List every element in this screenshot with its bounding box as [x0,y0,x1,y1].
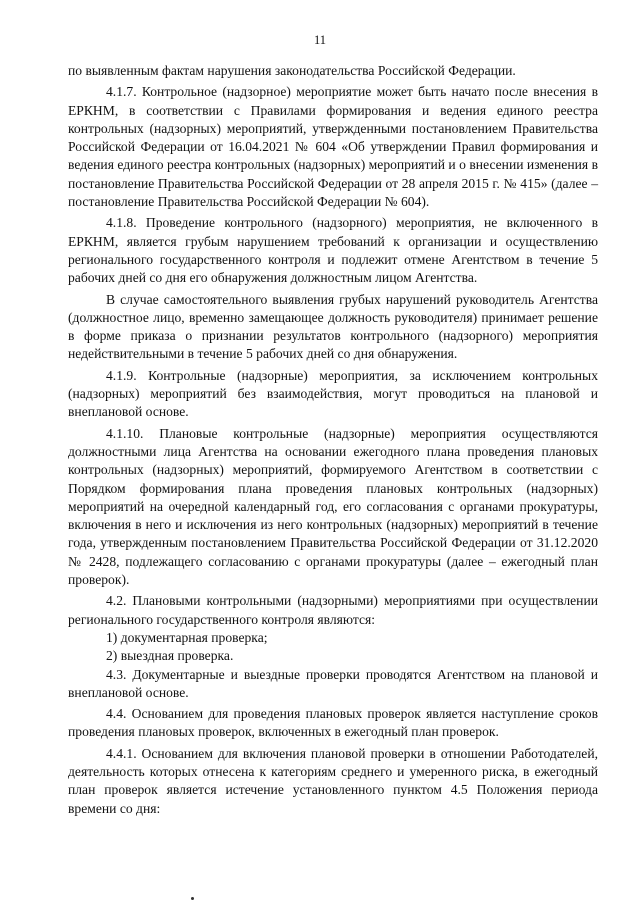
document-body [68,62,598,818]
paragraph-4-3: 4.3. Документарные и выездные проверки проводятся Агентством на плановой и внеплановой основе. [68,666,598,700]
paragraph-continuation: по выявленным фактам нарушения законодательства Российской Федерации. [68,63,516,78]
paragraph-4-1-8: 4.1.8. Проведение контрольного (надзорного) мероприятия, не включенного в ЕРКНМ, является грубым нарушением требований к организации и осуществлению регионального государственного контроля и подлежит отмене Агентством в течение 5 рабочих дней со дня его обнаружения должностным лицом Агентства. [68,215,598,286]
list-item-onsite-check: 2) выездная проверка. [106,648,234,664]
paragraph-4-4-1: 4.4.1. Основанием для включения плановой проверки в отношении Работодателей, деятельность которых отнесена к категориям среднего и умеренного риска, в ежегодный план проверок является истечение установленного пунктом 4.5 Положения периода времени со дня: [68,745,598,816]
paragraph-4-2: 4.2. Плановыми контрольными (надзорными) мероприятиями при осуществлении регионального государственного контроля являются: [68,593,598,627]
paragraph-4-4: 4.4. Основанием для проведения плановых проверок является наступление сроков проведения плановых проверок, включенных в ежегодный план проверок. [68,706,598,740]
scan-speck [191,897,194,900]
paragraph-gross-violations: В случае самостоятельного выявления грубых нарушений руководитель Агентства (должностное лицо, временно замещающее должность руководителя) принимает решение в форме приказа о признании результатов контрольного (надзорного) мероприятия недействительными в течение 5 рабочих дней со дня обнаружения. [68,291,598,362]
list-item-documentary-check: 1) документарная проверка; [106,629,268,645]
paragraph-4-1-9: 4.1.9. Контрольные (надзорные) мероприятия, за исключением контрольных (надзорных) мероприятий без взаимодействия, могут проводиться на плановой и внеплановой основе. [68,367,598,420]
paragraph-4-1-7: 4.1.7. Контрольное (надзорное) мероприятие может быть начато после внесения в ЕРКНМ, в соответствии с Правилами формирования и ведения единого реестра контрольных (надзорных) мероприятий, утвержденными постановлением Правительства Российской Федерации от 16.04.2021 № 604 «Об утверждении Правил формирования и ведения единого реестра контрольных (надзорных) мероприятий и о внесении изменения в постановление Правительства Российской Федерации от 28 апреля 2015 г. № 415» (далее – постановление Правительства Российской Федерации № 604). [68,84,598,210]
paragraph-4-1-10: 4.1.10. Плановые контрольные (надзорные) мероприятия осуществляются должностными лица Агентства на основании ежегодного плана проведения плановых контрольных (надзорных) мероприятий, формируемого Агентством в соответствии с Порядком формирования плана проведения плановых контрольных (надзорных) мероприятий на очередной календарный год, его согласования с органами прокуратуры, включения в него и исключения из него контрольных (надзорных) мероприятий в течение года, утвержденным постановлением Правительства Российской Федерации от 31.12.2020 № 2428, подлежащего согласованию с органами прокуратуры (далее – ежегодный план проверок). [68,425,598,588]
page-number: 11 [313,33,327,47]
